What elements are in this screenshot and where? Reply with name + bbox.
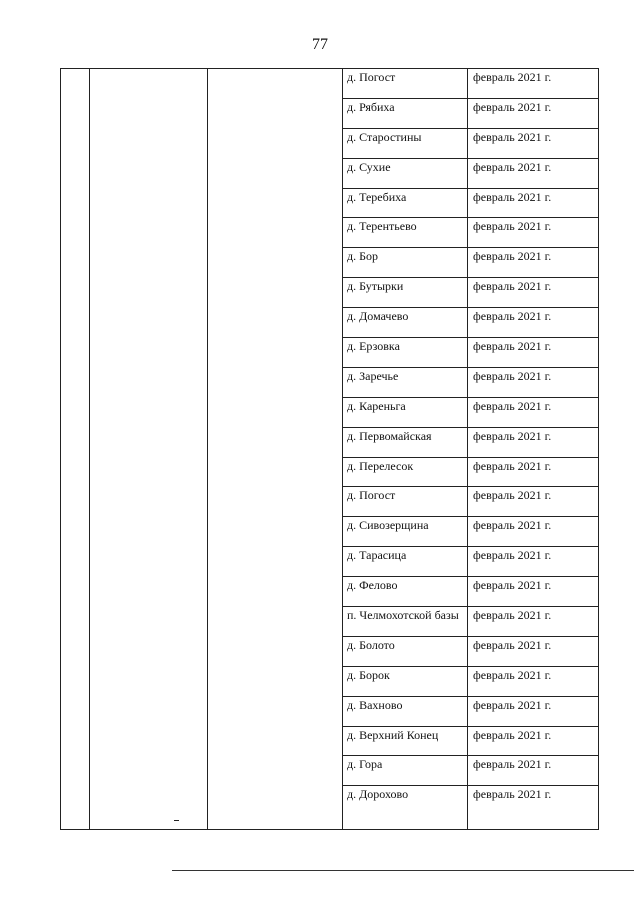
table-row <box>342 278 599 308</box>
schedule-table <box>60 68 599 830</box>
settlement-name: д. Первомайская <box>347 428 432 443</box>
table-row <box>342 189 599 219</box>
settlement-name: д. Терентьево <box>347 219 417 234</box>
settlement-name: д. Борок <box>347 667 390 682</box>
table-row <box>342 577 599 607</box>
table-row <box>342 99 599 129</box>
column-divider <box>89 69 90 829</box>
settlement-name: д. Верхний Конец <box>347 727 439 742</box>
table-row <box>342 547 599 577</box>
table-row <box>342 458 599 488</box>
table-row <box>342 607 599 637</box>
scheduled-date: февраль 2021 г. <box>473 458 552 473</box>
scheduled-date: февраль 2021 г. <box>473 548 552 563</box>
settlement-name: д. Сивозерщина <box>347 518 429 533</box>
scheduled-date: февраль 2021 г. <box>473 368 552 383</box>
table-row <box>342 428 599 458</box>
settlement-name: д. Ерзовка <box>347 339 400 354</box>
scheduled-date: февраль 2021 г. <box>473 70 552 84</box>
scheduled-date: февраль 2021 г. <box>473 757 552 772</box>
scheduled-date: февраль 2021 г. <box>473 637 552 652</box>
settlement-name: д. Фелово <box>347 578 398 593</box>
settlement-name: д. Погост <box>347 488 396 503</box>
scheduled-date: февраль 2021 г. <box>473 697 552 712</box>
table-row <box>342 487 599 517</box>
scheduled-date: февраль 2021 г. <box>473 339 552 354</box>
scheduled-date: февраль 2021 г. <box>473 219 552 234</box>
scheduled-date: февраль 2021 г. <box>473 159 552 174</box>
table-row <box>342 667 599 697</box>
table-row <box>342 756 599 786</box>
table-row <box>342 248 599 278</box>
settlement-name: д. Перелесок <box>347 458 414 473</box>
table-row <box>342 697 599 727</box>
settlement-name: д. Тарасица <box>347 548 407 563</box>
table-row <box>342 69 599 99</box>
dash-mark <box>174 820 179 821</box>
settlement-name: д. Заречье <box>347 368 399 383</box>
settlement-name: д. Старостины <box>347 129 422 144</box>
settlement-name: д. Теребиха <box>347 189 407 204</box>
settlement-name: д. Бор <box>347 249 378 264</box>
table-row <box>342 786 599 830</box>
settlement-name: д. Сухие <box>347 159 391 174</box>
settlement-name: д. Рябиха <box>347 99 395 114</box>
table-row <box>342 368 599 398</box>
settlement-name: д. Бутырки <box>347 279 404 294</box>
scheduled-date: февраль 2021 г. <box>473 99 552 114</box>
table-row <box>342 338 599 368</box>
settlement-name: д. Гора <box>347 757 383 772</box>
scheduled-date: февраль 2021 г. <box>473 667 552 682</box>
scheduled-date: февраль 2021 г. <box>473 787 552 802</box>
scheduled-date: февраль 2021 г. <box>473 129 552 144</box>
scheduled-date: февраль 2021 г. <box>473 279 552 294</box>
scheduled-date: февраль 2021 г. <box>473 309 552 324</box>
table-rows <box>342 69 599 830</box>
settlement-name: д. Домачево <box>347 309 409 324</box>
settlement-name: п. Челмохотской базы <box>347 608 459 623</box>
table-row <box>342 129 599 159</box>
settlement-name: д. Вахново <box>347 697 403 712</box>
table-row <box>342 159 599 189</box>
page-bottom-rule <box>172 870 634 871</box>
scheduled-date: февраль 2021 г. <box>473 518 552 533</box>
scheduled-date: февраль 2021 г. <box>473 428 552 443</box>
column-divider <box>207 69 208 829</box>
table-row <box>342 398 599 428</box>
settlement-name: д. Дорохово <box>347 787 409 802</box>
scheduled-date: февраль 2021 г. <box>473 189 552 204</box>
table-row <box>342 517 599 547</box>
scheduled-date: февраль 2021 г. <box>473 249 552 264</box>
table-row <box>342 218 599 248</box>
settlement-name: д. Кареньга <box>347 398 406 413</box>
table-row <box>342 727 599 757</box>
scheduled-date: февраль 2021 г. <box>473 608 552 623</box>
settlement-name: д. Погост <box>347 70 396 84</box>
scheduled-date: февраль 2021 г. <box>473 488 552 503</box>
page-number: 77 <box>312 36 328 53</box>
scheduled-date: февраль 2021 г. <box>473 398 552 413</box>
table-row <box>342 308 599 338</box>
scheduled-date: февраль 2021 г. <box>473 578 552 593</box>
settlement-name: д. Болото <box>347 637 395 652</box>
table-row <box>342 637 599 667</box>
scheduled-date: февраль 2021 г. <box>473 727 552 742</box>
